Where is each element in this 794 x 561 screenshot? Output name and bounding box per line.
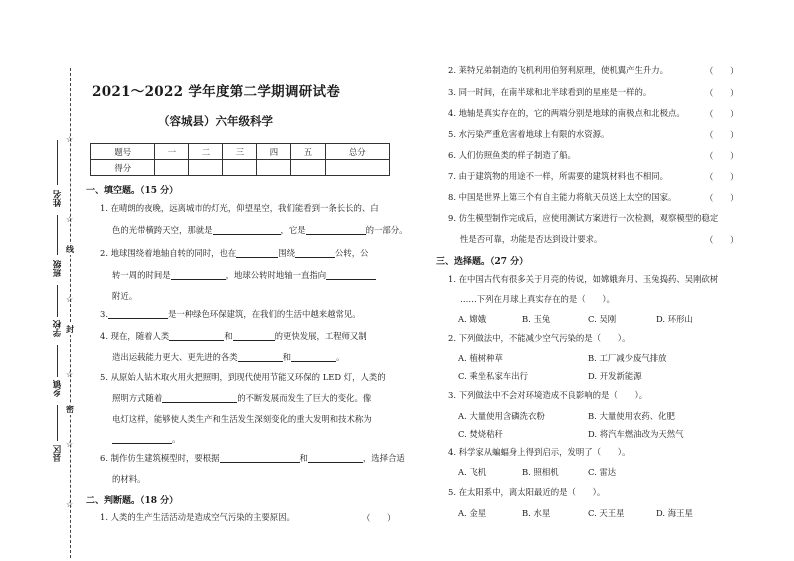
answer-blank[interactable] [171,270,226,280]
judge-item-4: 4. 地轴是真实存在的，它的两端分别是地球的南极点和北极点。 [448,108,685,118]
town-line[interactable] [57,345,58,377]
score-cell[interactable] [223,160,257,176]
star-icon: ☆ [66,135,74,144]
choice-q5-stem: 5. 在太阳系中，离太阳最近的是（ ）。 [448,487,606,497]
school-line[interactable] [57,285,58,317]
answer-paren[interactable]: （ ） [362,513,396,523]
name-line[interactable] [57,140,58,185]
choice-option[interactable]: D. 海王星 [656,508,693,518]
choice-option[interactable]: B. 水星 [522,508,551,518]
choice-option[interactable]: C. 雷达 [588,467,617,477]
choice-q3-stem: 3. 下列做法中不会对环境造成不良影响的是（ ）。 [448,390,648,400]
answer-blank[interactable] [326,270,376,280]
score-table [90,143,390,176]
answer-blank[interactable] [112,434,172,444]
table-cell: 一 [155,144,189,160]
score-cell[interactable] [155,160,189,176]
choice-option[interactable]: C. 吴刚 [588,314,617,324]
score-cell[interactable] [291,160,325,176]
star-icon: ☆ [66,440,74,449]
star-icon: ☆ [66,215,74,224]
choice-option[interactable]: D. 将汽车燃油改为天然气 [588,429,684,439]
judge-item-7: 7. 由于建筑物的用途不一样，所需要的建筑材料也不相同。 [448,171,669,181]
cut-char-secret: 密 [66,404,74,414]
score-cell[interactable] [189,160,223,176]
answer-blank[interactable] [169,331,224,341]
school-label: 学校 [53,320,63,337]
class-label: 班级 [53,260,63,277]
answer-blank[interactable] [308,453,363,463]
answer-paren[interactable]: （ ） [705,235,739,245]
choice-option[interactable]: A. 嫦娥 [458,314,487,324]
q5-line-a: 5. 从原始人钻木取火用火把照明，到现代使用节能又环保的 LED 灯，人类的 [100,372,386,382]
choice-option[interactable]: A. 金星 [458,508,487,518]
answer-blank[interactable] [236,248,278,258]
score-cell[interactable] [257,160,291,176]
answer-blank[interactable] [238,352,283,362]
answer-paren[interactable]: （ ） [705,130,739,140]
q4-line-a: 4. 现在，随着人类 和 的更快发展，工程师又制 [100,331,367,341]
judge-item-2: 2. 莱特兄弟制造的飞机利用伯努利原理，使机翼产生升力。 [448,65,669,75]
choice-option[interactable]: A. 大量使用含磷洗衣粉 [458,411,545,421]
town-label: 乡镇 [53,380,63,397]
table-cell: 三 [223,144,257,160]
q2-line-a: 2. 地球围绕着地轴自转的同时，也在 围绕 公转，公 [100,248,369,258]
q5-line-b: 照明方式随着 的不断发展而发生了巨大的变化。像 [112,393,372,403]
q5-line-d: 。 [112,434,180,444]
answer-blank[interactable] [291,352,336,362]
answer-paren[interactable]: （ ） [705,88,739,98]
q4-line-b: 造出运载能力更大、更先进的各类 和 。 [112,352,345,362]
binding-strip [0,0,80,561]
answer-paren[interactable]: （ ） [705,109,739,119]
answer-blank[interactable] [306,225,366,235]
table-row [91,144,390,160]
star-icon: ☆ [66,370,74,379]
answer-paren[interactable]: （ ） [705,151,739,161]
q2-line-b: 转一周的时间是 ，地球公转时地轴一直指向 [112,270,376,280]
choice-option[interactable]: D. 环形山 [656,314,693,324]
class-line[interactable] [57,215,58,255]
choice-option[interactable]: C. 天王星 [588,508,625,518]
q1-line-a: 1. 在晴朗的夜晚，远离城市的灯光，仰望星空，我们能看到一条长长的、白 [100,203,379,213]
table-cell: 题号 [91,144,155,160]
judge-item-9-cont: 性是否可靠，功能是否达到设计要求。 [460,234,603,244]
choice-option[interactable]: B. 玉兔 [522,314,551,324]
star-icon: ☆ [66,500,74,509]
table-cell: 总分 [325,144,390,160]
district-label: 县区 [53,445,63,462]
choice-q2-stem: 2. 下列做法中，不能减少空气污染的是（ ）。 [448,333,631,343]
judge-item-5: 5. 水污染严重危害着地球上有限的水资源。 [448,129,610,139]
answer-blank[interactable] [220,453,300,463]
judge-item-1: 1. 人类的生产生活活动是造成空气污染的主要原因。 [100,512,295,522]
table-cell: 四 [257,144,291,160]
star-icon: ☆ [66,295,74,304]
answer-paren[interactable]: （ ） [705,66,739,76]
choice-option[interactable]: A. 飞机 [458,467,487,477]
answer-blank[interactable] [162,393,237,403]
choice-option[interactable]: A. 植树种草 [458,353,503,363]
choice-q4-stem: 4. 科学家从蝙蝠身上得到启示，发明了（ ）。 [448,447,631,457]
judge-item-3: 3. 同一时间，在南半球和北半球看到的星座是一样的。 [448,87,652,97]
choice-option[interactable]: C. 乘坐私家车出行 [458,371,529,381]
cut-char-seal: 封 [66,324,74,334]
section2-heading: 二、判断题。（18 分） [86,496,179,506]
page-title: 2021～2022 学年度第二学期调研试卷 [92,84,341,100]
choice-option[interactable]: B. 照相机 [522,467,559,477]
page-subtitle: （容城县）六年级科学 [158,114,273,128]
choice-q1-stem-b: ……下列在月球上真实存在的是（ ）。 [460,294,615,304]
section1-heading: 一、填空题。（15 分） [86,186,179,196]
answer-blank[interactable] [233,331,275,341]
judge-item-9: 9. 仿生模型制作完成后，应使用测试方案进行一次检测，观察模型的稳定 [448,213,719,223]
answer-paren[interactable]: （ ） [705,172,739,182]
choice-option[interactable]: B. 大量使用农药、化肥 [588,411,675,421]
answer-blank[interactable] [108,309,168,319]
judge-item-8: 8. 中国是世界上第三个有自主能力将航天员送上太空的国家。 [448,192,677,202]
q3-line: 3. 是一种绿色环保建筑，在我们的生活中越来越常见。 [100,309,361,319]
judge-item-6: 6. 人们仿照鱼类的样子制造了船。 [448,150,576,160]
q5-line-c: 电灯这样，能够使人类生产和生活发生深刻变化的重大发明和技术称为 [112,414,372,424]
choice-q1-stem-a: 1. 在中国古代有很多关于月亮的传说，如嫦娥奔月、玉兔捣药、吴刚砍树 [448,274,719,284]
table-row [91,160,390,176]
answer-blank[interactable] [213,225,281,235]
answer-blank[interactable] [295,248,335,258]
answer-paren[interactable]: （ ） [705,193,739,203]
q1-line-b: 色的光带横跨天空，那就是 ，它是 的一部分。 [112,225,408,235]
section3-heading: 三、选择题。（27 分） [436,257,529,267]
table-cell: 得分 [91,160,155,176]
name-label: 姓名 [53,190,63,207]
table-cell: 五 [291,144,325,160]
q6-line-b: 的材料。 [112,474,146,484]
choice-option[interactable]: C. 焚烧秸秆 [458,429,503,439]
q2-line-c: 附近。 [112,291,138,301]
choice-option[interactable]: D. 开发新能源 [588,371,642,381]
choice-option[interactable]: B. 工厂减少废气排放 [588,353,667,363]
district-line[interactable] [57,405,58,441]
table-cell: 二 [189,144,223,160]
score-cell[interactable] [325,160,390,176]
q6-line-a: 6. 制作仿生建筑模型时，要根据 和 ，选择合适 [100,453,405,463]
cut-char-line: 线 [66,244,74,254]
